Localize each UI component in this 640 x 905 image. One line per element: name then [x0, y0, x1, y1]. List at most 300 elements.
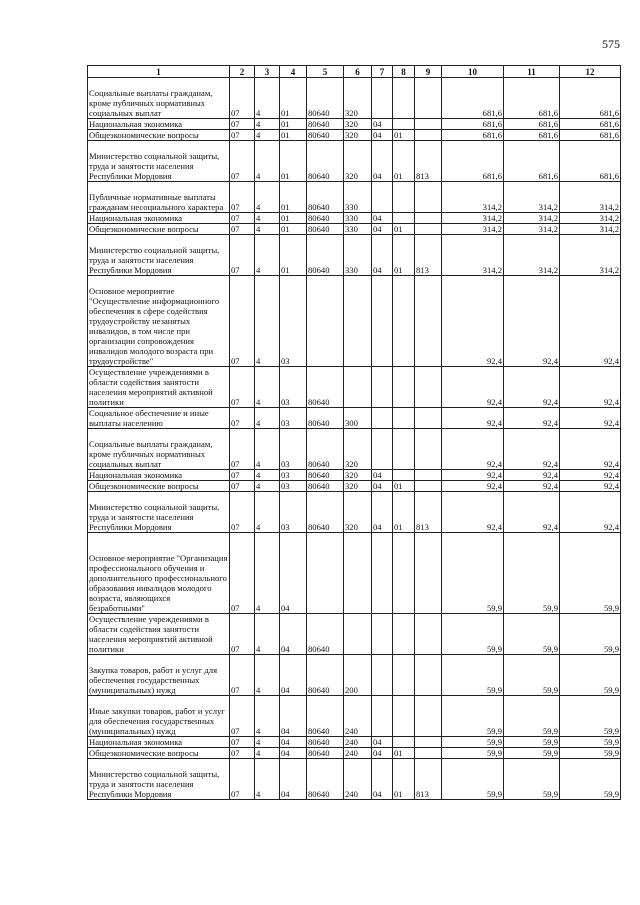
column-header: 4: [280, 66, 307, 78]
item-code-cell: [307, 533, 344, 614]
column-header: 10: [442, 66, 504, 78]
row-name-cell: Осуществление учреждениями в области содействия занятости населения мероприятий активной политики: [88, 614, 230, 655]
subgroup-code-cell: 04: [280, 655, 307, 696]
amount-cell: 59,9: [504, 737, 560, 748]
amount-cell: 92,4: [442, 367, 504, 408]
amount-cell: 59,9: [442, 696, 504, 737]
row-name-cell: Иные закупки товаров, работ и услуг для обеспечения государственных (муниципальных) нужд: [88, 696, 230, 737]
item-code-cell: 80640: [307, 696, 344, 737]
subgroup-code-cell: 03: [280, 429, 307, 470]
group-code-cell: 4: [255, 748, 280, 759]
group-code-cell: 4: [255, 182, 280, 213]
row-name-cell: Осуществление учреждениями в области содействия занятости населения мероприятий активной политики: [88, 367, 230, 408]
subchapter-code-cell: [393, 470, 415, 481]
group-code-cell: 4: [255, 224, 280, 235]
section-code-cell: 07: [230, 492, 255, 533]
row-name-cell: Национальная экономика: [88, 213, 230, 224]
ministry-code-cell: [415, 737, 442, 748]
group-code-cell: 4: [255, 119, 280, 130]
group-code-cell: 4: [255, 429, 280, 470]
amount-cell: 681,6: [560, 141, 621, 182]
group-code-cell: 4: [255, 276, 280, 367]
chapter-code-cell: [372, 696, 393, 737]
row-name-cell: Национальная экономика: [88, 119, 230, 130]
chapter-code-cell: [372, 78, 393, 119]
subgroup-code-cell: 01: [280, 119, 307, 130]
subchapter-code-cell: 01: [393, 224, 415, 235]
amount-cell: 92,4: [442, 470, 504, 481]
table-row: [88, 655, 621, 696]
row-name-cell: Общеэкономические вопросы: [88, 224, 230, 235]
section-code-cell: 07: [230, 737, 255, 748]
table-row: [88, 492, 621, 533]
item-code-cell: 80640: [307, 119, 344, 130]
amount-cell: 92,4: [560, 408, 621, 429]
amount-cell: 59,9: [560, 748, 621, 759]
chapter-code-cell: 04: [372, 492, 393, 533]
subgroup-code-cell: 03: [280, 276, 307, 367]
ministry-code-cell: [415, 481, 442, 492]
row-name-cell: Министерство социальной защиты, труда и занятости населения Республики Мордовия: [88, 492, 230, 533]
section-code-cell: 07: [230, 235, 255, 276]
group-code-cell: 4: [255, 367, 280, 408]
table-row: [88, 533, 621, 614]
item-code-cell: 80640: [307, 235, 344, 276]
column-header: 6: [344, 66, 372, 78]
chapter-code-cell: [372, 429, 393, 470]
chapter-code-cell: [372, 533, 393, 614]
row-name-cell: Общеэкономические вопросы: [88, 481, 230, 492]
amount-cell: 59,9: [560, 737, 621, 748]
section-code-cell: 07: [230, 429, 255, 470]
amount-cell: 681,6: [442, 78, 504, 119]
table-row: [88, 748, 621, 759]
amount-cell: 681,6: [504, 141, 560, 182]
subgroup-code-cell: 04: [280, 533, 307, 614]
row-name-cell: Общеэкономические вопросы: [88, 748, 230, 759]
item-code-cell: 80640: [307, 614, 344, 655]
page-number: 575: [602, 37, 620, 51]
section-code-cell: 07: [230, 130, 255, 141]
amount-cell: 59,9: [560, 533, 621, 614]
amount-cell: 59,9: [560, 614, 621, 655]
amount-cell: 681,6: [504, 78, 560, 119]
group-code-cell: 4: [255, 78, 280, 119]
column-header: 9: [415, 66, 442, 78]
amount-cell: 681,6: [504, 130, 560, 141]
subgroup-code-cell: 04: [280, 759, 307, 800]
row-name-cell: Социальные выплаты гражданам, кроме публичных нормативных социальных выплат: [88, 429, 230, 470]
chapter-code-cell: 04: [372, 224, 393, 235]
expense-type-cell: [344, 276, 372, 367]
expense-type-cell: [344, 367, 372, 408]
table-row: [88, 276, 621, 367]
column-header: 7: [372, 66, 393, 78]
expense-type-cell: 320: [344, 481, 372, 492]
section-code-cell: 07: [230, 119, 255, 130]
group-code-cell: 4: [255, 235, 280, 276]
subgroup-code-cell: 04: [280, 614, 307, 655]
amount-cell: 314,2: [442, 224, 504, 235]
chapter-code-cell: 04: [372, 748, 393, 759]
amount-cell: 59,9: [442, 748, 504, 759]
table-row: [88, 224, 621, 235]
group-code-cell: 4: [255, 141, 280, 182]
chapter-code-cell: [372, 655, 393, 696]
column-header: 2: [230, 66, 255, 78]
group-code-cell: 4: [255, 130, 280, 141]
amount-cell: 59,9: [442, 533, 504, 614]
subchapter-code-cell: 01: [393, 130, 415, 141]
section-code-cell: 07: [230, 78, 255, 119]
item-code-cell: 80640: [307, 470, 344, 481]
subchapter-code-cell: [393, 696, 415, 737]
subgroup-code-cell: 03: [280, 367, 307, 408]
amount-cell: 681,6: [442, 130, 504, 141]
subgroup-code-cell: 01: [280, 141, 307, 182]
item-code-cell: 80640: [307, 748, 344, 759]
amount-cell: 681,6: [560, 119, 621, 130]
section-code-cell: 07: [230, 367, 255, 408]
amount-cell: 92,4: [442, 276, 504, 367]
row-name-cell: Основное мероприятие "Организация профессионального обучения и дополнительного профессионального образования инвалидов молодого возраста, являющихся безработными": [88, 533, 230, 614]
amount-cell: 681,6: [442, 141, 504, 182]
expense-type-cell: 330: [344, 182, 372, 213]
section-code-cell: 07: [230, 141, 255, 182]
item-code-cell: 80640: [307, 130, 344, 141]
chapter-code-cell: 04: [372, 481, 393, 492]
expense-type-cell: 240: [344, 696, 372, 737]
subgroup-code-cell: 01: [280, 224, 307, 235]
column-header: 8: [393, 66, 415, 78]
expense-type-cell: 320: [344, 470, 372, 481]
group-code-cell: 4: [255, 655, 280, 696]
ministry-code-cell: [415, 470, 442, 481]
amount-cell: 681,6: [560, 78, 621, 119]
amount-cell: 92,4: [442, 481, 504, 492]
ministry-code-cell: [415, 748, 442, 759]
ministry-code-cell: [415, 276, 442, 367]
amount-cell: 59,9: [504, 533, 560, 614]
row-name-cell: Публичные нормативные выплаты гражданам несоциального характера: [88, 182, 230, 213]
column-header: 12: [560, 66, 621, 78]
ministry-code-cell: [415, 429, 442, 470]
item-code-cell: 80640: [307, 408, 344, 429]
amount-cell: 59,9: [504, 655, 560, 696]
table-row: [88, 470, 621, 481]
expense-type-cell: 320: [344, 141, 372, 182]
group-code-cell: 4: [255, 470, 280, 481]
table-row: [88, 78, 621, 119]
group-code-cell: 4: [255, 481, 280, 492]
amount-cell: 681,6: [442, 119, 504, 130]
group-code-cell: 4: [255, 759, 280, 800]
row-name-cell: Закупка товаров, работ и услуг для обеспечения государственных (муниципальных) нужд: [88, 655, 230, 696]
amount-cell: 681,6: [504, 119, 560, 130]
chapter-code-cell: 04: [372, 213, 393, 224]
amount-cell: 92,4: [504, 492, 560, 533]
table-row: [88, 213, 621, 224]
group-code-cell: 4: [255, 492, 280, 533]
section-code-cell: 07: [230, 213, 255, 224]
chapter-code-cell: [372, 276, 393, 367]
item-code-cell: 80640: [307, 224, 344, 235]
subgroup-code-cell: 01: [280, 78, 307, 119]
subgroup-code-cell: 04: [280, 696, 307, 737]
chapter-code-cell: 04: [372, 119, 393, 130]
subgroup-code-cell: 03: [280, 481, 307, 492]
ministry-code-cell: [415, 533, 442, 614]
expense-type-cell: 200: [344, 655, 372, 696]
chapter-code-cell: [372, 614, 393, 655]
row-name-cell: Социальные выплаты гражданам, кроме публичных нормативных социальных выплат: [88, 78, 230, 119]
table-row: [88, 408, 621, 429]
amount-cell: 92,4: [560, 429, 621, 470]
amount-cell: 314,2: [560, 224, 621, 235]
ministry-code-cell: [415, 696, 442, 737]
subgroup-code-cell: 01: [280, 182, 307, 213]
chapter-code-cell: 04: [372, 737, 393, 748]
amount-cell: 314,2: [442, 213, 504, 224]
subchapter-code-cell: [393, 182, 415, 213]
ministry-code-cell: [415, 224, 442, 235]
amount-cell: 92,4: [560, 276, 621, 367]
subchapter-code-cell: [393, 367, 415, 408]
row-name-cell: Общеэкономические вопросы: [88, 130, 230, 141]
amount-cell: 59,9: [442, 737, 504, 748]
table-body: [88, 78, 621, 800]
amount-cell: 314,2: [442, 182, 504, 213]
section-code-cell: 07: [230, 470, 255, 481]
section-code-cell: 07: [230, 614, 255, 655]
amount-cell: 59,9: [504, 614, 560, 655]
row-name-cell: Министерство социальной защиты, труда и занятости населения Республики Мордовия: [88, 235, 230, 276]
row-name-cell: Министерство социальной защиты, труда и занятости населения Республики Мордовия: [88, 759, 230, 800]
table-row: [88, 182, 621, 213]
amount-cell: 314,2: [504, 213, 560, 224]
subchapter-code-cell: [393, 78, 415, 119]
chapter-code-cell: [372, 182, 393, 213]
chapter-code-cell: 04: [372, 470, 393, 481]
expense-type-cell: 240: [344, 759, 372, 800]
amount-cell: 92,4: [504, 408, 560, 429]
expense-type-cell: 320: [344, 119, 372, 130]
section-code-cell: 07: [230, 182, 255, 213]
amount-cell: 92,4: [504, 470, 560, 481]
amount-cell: 92,4: [442, 429, 504, 470]
subchapter-code-cell: [393, 119, 415, 130]
amount-cell: 59,9: [504, 748, 560, 759]
subgroup-code-cell: 04: [280, 748, 307, 759]
amount-cell: 92,4: [560, 481, 621, 492]
ministry-code-cell: [415, 408, 442, 429]
ministry-code-cell: [415, 78, 442, 119]
table-row: [88, 737, 621, 748]
amount-cell: 59,9: [504, 759, 560, 800]
column-header: 3: [255, 66, 280, 78]
ministry-code-cell: 813: [415, 235, 442, 276]
subgroup-code-cell: 01: [280, 130, 307, 141]
table-row: [88, 614, 621, 655]
chapter-code-cell: 04: [372, 130, 393, 141]
amount-cell: 92,4: [504, 429, 560, 470]
section-code-cell: 07: [230, 276, 255, 367]
chapter-code-cell: 04: [372, 759, 393, 800]
section-code-cell: 07: [230, 696, 255, 737]
table-row: [88, 141, 621, 182]
item-code-cell: 80640: [307, 759, 344, 800]
item-code-cell: 80640: [307, 737, 344, 748]
ministry-code-cell: 813: [415, 492, 442, 533]
column-header: 1: [88, 66, 230, 78]
expense-type-cell: [344, 533, 372, 614]
subgroup-code-cell: 01: [280, 235, 307, 276]
expense-type-cell: 300: [344, 408, 372, 429]
subgroup-code-cell: 04: [280, 737, 307, 748]
ministry-code-cell: [415, 130, 442, 141]
section-code-cell: 07: [230, 655, 255, 696]
item-code-cell: 80640: [307, 429, 344, 470]
subgroup-code-cell: 03: [280, 470, 307, 481]
amount-cell: 59,9: [560, 696, 621, 737]
table-row: [88, 429, 621, 470]
group-code-cell: 4: [255, 408, 280, 429]
subchapter-code-cell: 01: [393, 235, 415, 276]
amount-cell: 314,2: [442, 235, 504, 276]
section-code-cell: 07: [230, 481, 255, 492]
amount-cell: 92,4: [504, 367, 560, 408]
amount-cell: 92,4: [560, 492, 621, 533]
item-code-cell: [307, 276, 344, 367]
item-code-cell: 80640: [307, 481, 344, 492]
subchapter-code-cell: [393, 614, 415, 655]
amount-cell: 314,2: [504, 224, 560, 235]
subchapter-code-cell: [393, 533, 415, 614]
subgroup-code-cell: 03: [280, 492, 307, 533]
expense-type-cell: 240: [344, 748, 372, 759]
row-name-cell: Национальная экономика: [88, 737, 230, 748]
expense-type-cell: 330: [344, 213, 372, 224]
expense-type-cell: 330: [344, 235, 372, 276]
amount-cell: 314,2: [504, 235, 560, 276]
column-header: 5: [307, 66, 344, 78]
amount-cell: 59,9: [504, 696, 560, 737]
chapter-code-cell: 04: [372, 235, 393, 276]
subchapter-code-cell: 01: [393, 481, 415, 492]
table-row: [88, 235, 621, 276]
budget-table: [87, 65, 621, 800]
item-code-cell: 80640: [307, 367, 344, 408]
expense-type-cell: 320: [344, 78, 372, 119]
subgroup-code-cell: 01: [280, 213, 307, 224]
amount-cell: 314,2: [560, 182, 621, 213]
subchapter-code-cell: [393, 408, 415, 429]
expense-type-cell: 240: [344, 737, 372, 748]
amount-cell: 92,4: [442, 492, 504, 533]
subgroup-code-cell: 03: [280, 408, 307, 429]
chapter-code-cell: [372, 408, 393, 429]
chapter-code-cell: [372, 367, 393, 408]
item-code-cell: 80640: [307, 655, 344, 696]
amount-cell: 314,2: [560, 235, 621, 276]
row-name-cell: Национальная экономика: [88, 470, 230, 481]
item-code-cell: 80640: [307, 78, 344, 119]
amount-cell: 681,6: [560, 130, 621, 141]
expense-type-cell: 320: [344, 429, 372, 470]
table-row: [88, 119, 621, 130]
section-code-cell: 07: [230, 748, 255, 759]
item-code-cell: 80640: [307, 213, 344, 224]
amount-cell: 59,9: [442, 759, 504, 800]
table-row: [88, 696, 621, 737]
group-code-cell: 4: [255, 737, 280, 748]
expense-type-cell: 320: [344, 492, 372, 533]
subchapter-code-cell: [393, 276, 415, 367]
table-row: [88, 759, 621, 800]
amount-cell: 59,9: [560, 655, 621, 696]
section-code-cell: 07: [230, 759, 255, 800]
expense-type-cell: 330: [344, 224, 372, 235]
amount-cell: 59,9: [442, 655, 504, 696]
item-code-cell: 80640: [307, 492, 344, 533]
row-name-cell: Министерство социальной защиты, труда и занятости населения Республики Мордовия: [88, 141, 230, 182]
amount-cell: 314,2: [504, 182, 560, 213]
group-code-cell: 4: [255, 614, 280, 655]
amount-cell: 59,9: [442, 614, 504, 655]
amount-cell: 92,4: [504, 481, 560, 492]
ministry-code-cell: [415, 213, 442, 224]
group-code-cell: 4: [255, 213, 280, 224]
column-header: 11: [504, 66, 560, 78]
amount-cell: 92,4: [560, 470, 621, 481]
ministry-code-cell: [415, 614, 442, 655]
subchapter-code-cell: 01: [393, 759, 415, 800]
ministry-code-cell: [415, 655, 442, 696]
subchapter-code-cell: 01: [393, 141, 415, 182]
amount-cell: 59,9: [560, 759, 621, 800]
table-row: [88, 367, 621, 408]
table-header-row: [88, 66, 621, 78]
section-code-cell: 07: [230, 408, 255, 429]
amount-cell: 314,2: [560, 213, 621, 224]
ministry-code-cell: 813: [415, 141, 442, 182]
subchapter-code-cell: 01: [393, 748, 415, 759]
amount-cell: 92,4: [504, 276, 560, 367]
group-code-cell: 4: [255, 533, 280, 614]
ministry-code-cell: 813: [415, 759, 442, 800]
chapter-code-cell: 04: [372, 141, 393, 182]
item-code-cell: 80640: [307, 141, 344, 182]
subchapter-code-cell: 01: [393, 492, 415, 533]
row-name-cell: Социальное обеспечение и иные выплаты населению: [88, 408, 230, 429]
item-code-cell: 80640: [307, 182, 344, 213]
ministry-code-cell: [415, 119, 442, 130]
table-row: [88, 481, 621, 492]
table-row: [88, 130, 621, 141]
amount-cell: 92,4: [442, 408, 504, 429]
row-name-cell: Основное мероприятие "Осуществление информационного обеспечения в сфере содействия трудоустройству незанятых инвалидов, в том числе при организации сопровождения инвалидов молодого возраста при трудоустройстве": [88, 276, 230, 367]
ministry-code-cell: [415, 367, 442, 408]
subchapter-code-cell: [393, 737, 415, 748]
section-code-cell: 07: [230, 224, 255, 235]
subchapter-code-cell: [393, 429, 415, 470]
group-code-cell: 4: [255, 696, 280, 737]
subchapter-code-cell: [393, 655, 415, 696]
section-code-cell: 07: [230, 533, 255, 614]
ministry-code-cell: [415, 182, 442, 213]
amount-cell: 92,4: [560, 367, 621, 408]
expense-type-cell: 320: [344, 130, 372, 141]
